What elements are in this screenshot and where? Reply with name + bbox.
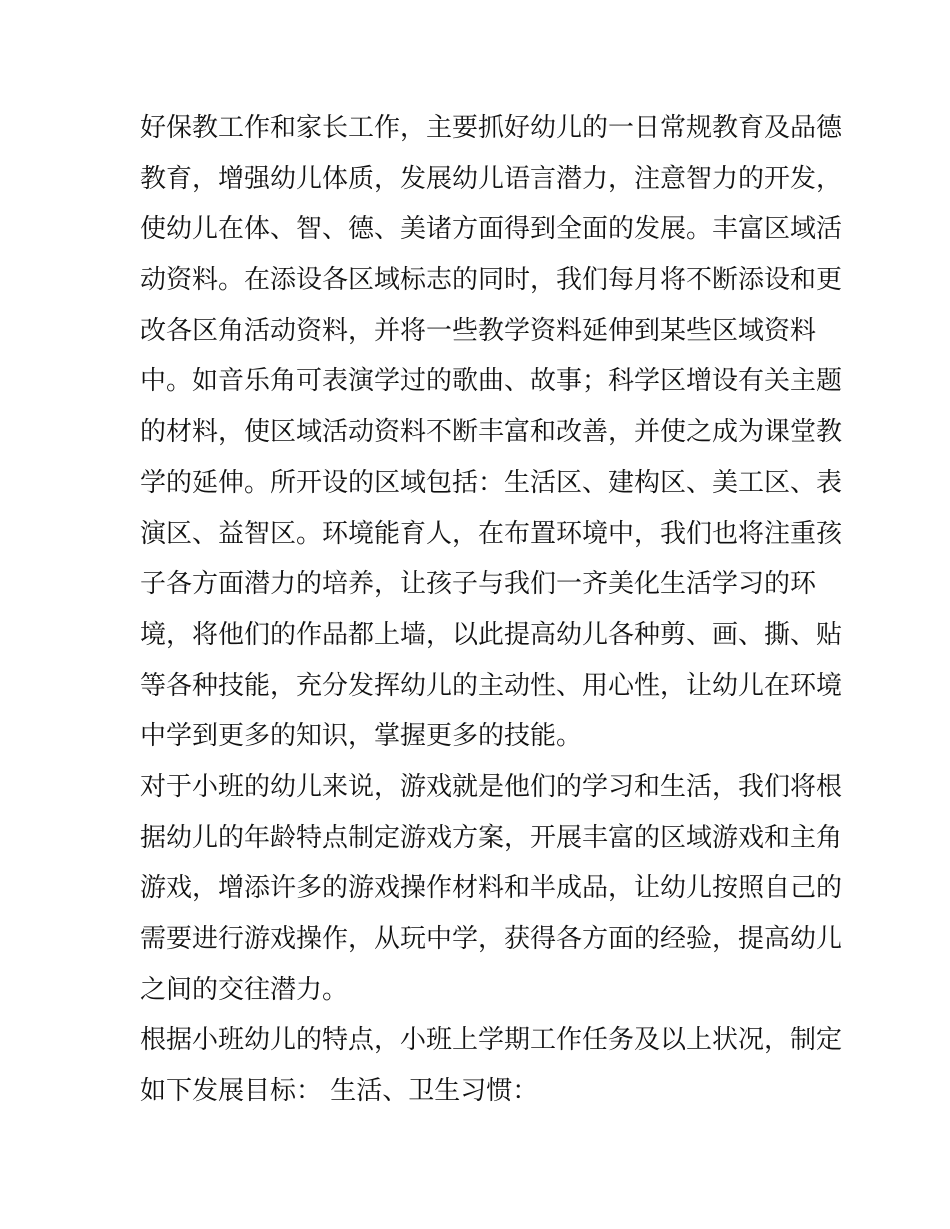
paragraph-1-line-4: 动资料。在添设各区域标志的同时，我们每月将不断添设和更 <box>140 265 843 296</box>
paragraph-1-line-1: 好保教工作和家长工作，主要抓好幼儿的一日常规教育及品德 <box>140 113 843 143</box>
paragraph-1-line-13: 中学到更多的知识，掌握更多的技能。 <box>140 721 583 752</box>
paragraph-2-line-3: 游戏，增添许多的游戏操作材料和半成品，让幼儿按照自己的 <box>140 873 843 904</box>
paragraph-1-line-11: 境，将他们的作品都上墙，以此提高幼儿各种剪、画、撕、贴 <box>140 619 843 650</box>
paragraph-1-line-9: 演区、益智区。环境能育人，在布置环境中，我们也将注重孩 <box>140 518 843 549</box>
paragraph-2-line-1: 对于小班的幼儿来说，游戏就是他们的学习和生活，我们将根 <box>140 771 843 802</box>
paragraph-1-line-6: 中。如音乐角可表演学过的歌曲、故事；科学区增设有关主题 <box>140 366 843 397</box>
paragraph-1-line-12: 等各种技能，充分发挥幼儿的主动性、用心性，让幼儿在环境 <box>140 670 843 701</box>
paragraph-3-line-1: 根据小班幼儿的特点，小班上学期工作任务及以上状况，制定 <box>140 1025 843 1056</box>
paragraph-1-line-8: 学的延伸。所开设的区域包括：生活区、建构区、美工区、表 <box>140 467 843 498</box>
paragraph-1-line-5: 改各区角活动资料，并将一些教学资料延伸到某些区域资料 <box>140 315 817 346</box>
paragraph-1-line-7: 的材料，使区域活动资料不断丰富和改善，并使之成为课堂教 <box>140 417 843 448</box>
paragraph-2-line-4: 需要进行游戏操作，从玩中学，获得各方面的经验，提高幼儿 <box>140 924 843 954</box>
paragraph-2-line-2: 据幼儿的年龄特点制定游戏方案，开展丰富的区域游戏和主角 <box>140 822 843 853</box>
document-body <box>140 103 843 1117</box>
paragraph-1-line-3: 使幼儿在体、智、德、美诸方面得到全面的发展。丰富区域活 <box>140 214 843 245</box>
paragraph-3-line-2: 如下发展目标： 生活、卫生习惯： <box>140 1076 539 1107</box>
paragraph-1-line-10: 子各方面潜力的培养，让孩子与我们一齐美化生活学习的环 <box>140 569 817 600</box>
paragraph-2-line-5: 之间的交往潜力。 <box>140 974 349 1005</box>
paragraph-1-line-2: 教育，增强幼儿体质，发展幼儿语言潜力，注意智力的开发， <box>140 163 843 194</box>
